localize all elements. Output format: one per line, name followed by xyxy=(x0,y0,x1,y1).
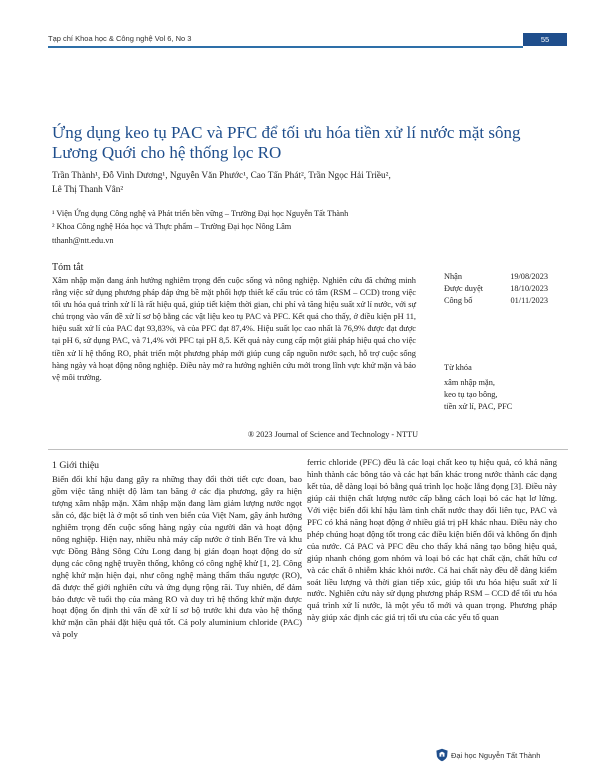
affiliation-1: ¹ Viện Ứng dụng Công nghệ và Phát triển bền vững – Trường Đại học Nguyễn Tất Thành xyxy=(52,209,349,218)
keyword-1: xâm nhập mặn, xyxy=(444,378,495,387)
accepted-row xyxy=(444,284,548,295)
university-shield-icon xyxy=(435,748,449,762)
corresponding-email: tthanh@ntt.edu.vn xyxy=(52,236,114,245)
received-row xyxy=(444,272,548,283)
abstract-heading: Tóm tắt xyxy=(52,262,84,273)
author-list xyxy=(52,170,552,197)
header-divider xyxy=(48,46,523,48)
published-label: Công bố xyxy=(444,296,473,305)
accepted-date: 18/10/2023 xyxy=(510,284,548,293)
journal-header: Tạp chí Khoa học & Công nghệ Vol 6, No 3 xyxy=(48,34,192,43)
intro-left-column: Biến đổi khí hậu đang gây ra những thay đổi thời tiết cực đoan, bao gồm việc tăng nhiệt độ làm tan băng ở các địa phương, gây ra hiện tượng xâm nhập mặn. Xâm nhập mặn đang làm giảm lượng nước ngọt sẵn có, đặc biệt là ở một số tỉnh ven biển của Việt Nam, gây ảnh hưởng nghiêm trọng đến cuộc sống hàng ngày của người dân và hoạt động nông nghiệp. Hiện nay, nhiều nhà máy cấp nước ở tỉnh Bến Tre và khu vực Đồng Bằng Sông Cửu Long đang bị gián đoạn hoạt động do sử dụng các công nghệ truyền thống, không có công nghệ khử [1, 2]. Công nghệ khử mặn hiện đại, như công nghệ màng thẩm thấu ngược (RO), đã được thế giới nghiên cứu và ứng dụng rộng rãi. Tuy nhiên, để đảm bảo được về tuổi thọ của màng RO và duy trì hệ thống khử mặn được hoạt động ổn định thì vấn đề xử lí sơ bộ trước khi đưa vào hệ thống khử mặn cần phải đặt hiệu quả tốt. Cả poly aluminium chloride (PAC) và poly xyxy=(52,474,302,640)
authors-line-1: Trần Thành¹, Đỗ Vinh Dương¹, Nguyễn Văn Phước¹, Cao Tấn Phát², Trần Ngọc Hải Triều², xyxy=(52,171,391,181)
received-label: Nhận xyxy=(444,272,462,281)
page-number: 55 xyxy=(523,33,567,46)
section-divider xyxy=(48,449,568,450)
published-date: 01/11/2023 xyxy=(510,296,548,305)
intro-right-column: ferric chloride (PFC) đều là các loại chất keo tụ hiệu quả, có khả năng hình thành các bông tảo và các hạt bẩn khác trong nước thành các dạng kết tủa, dễ dàng loại bỏ bằng quá trình lọc hoặc lắng đọng [3]. Điều này giúp cải thiện chất lượng nước cấp bằng cách loại bỏ các hạt lơ lửng. Với việc biến đổi khí hậu làm tình chất nước thay đổi liên tục, PAC và PFC có khả năng hoạt động ở nhiều giá trị pH khác nhau. Điều này cho phép chúng hoạt động tốt trong các điều kiện biến đổi và không ổn định của nước. Cả PAC và PFC đều cho thấy khả năng tạo bông hiệu quả, giúp nhanh chóng gom nhóm và loại bỏ các hạt chất cặn, chất hữu cơ và các chất ô nhiễm khác khỏi nước. Cả hai chất này đều dễ dàng kiểm soát liều lượng và thời gian tiếp xúc, giúp tối ưu hóa hiệu suất xử lí nước. Nghiên cứu này sử dụng phương pháp RSM – CCD để tối ưu hóa quá trình xử lí nước, là một yếu tố mới và quan trọng. Phương pháp này giúp xác định các giá trị tối ưu của các yếu tố quan xyxy=(307,457,557,623)
keyword-2: keo tụ tạo bông, xyxy=(444,390,498,399)
published-row xyxy=(444,296,548,307)
copyright-notice: ® 2023 Journal of Science and Technology - NTTU xyxy=(247,430,418,439)
article-title: Ứng dụng keo tụ PAC và PFC để tối ưu hóa tiền xử lí nước mặt sông Lương Quới cho hệ thống lọc RO xyxy=(52,123,521,162)
accepted-label: Được duyệt xyxy=(444,284,484,293)
footer-university: Đại học Nguyễn Tất Thành xyxy=(451,751,541,760)
keyword-3: tiền xử lí, PAC, PFC xyxy=(444,402,513,411)
keywords-heading: Từ khóa xyxy=(444,363,472,372)
intro-heading: 1 Giới thiệu xyxy=(52,460,100,471)
abstract-text: Xâm nhập mặn đang ảnh hưởng nghiêm trọng đến cuộc sống và nông nghiệp. Nghiên cứu đã chứng minh rằng việc sử dụng phương pháp đáp ứng bề mặt phối hợp thiết kế cấu trúc có tâm (RSM – CCD) trong việc tối ưu hóa quá trình xử lí là rất hiệu quả, giúp tiết kiệm thời gian, chi phí và tăng hiệu suất xử lí nước, với sự chú trọng vào vấn đề xử lí sơ bộ bằng các vật liệu keo tụ PAC và PFC. Kết quả cho thấy, ở điều kiện pH 11, hiệu suất xử lí của PAC đạt 93,83%, và của PFC đạt 87,4%. Hiệu suất lọc cao nhất là 76,9% được đạt được tại pH 6, sử dụng PAC, và 71,4% với PFC tại pH 8,5. Kết quả này cung cấp một giải pháp hiệu quả cho việc tiền xử lí hệ thống RO, phát triển một phương pháp mới giúp cung cấp nguồn nước sạch, hỗ trợ cuộc sống hàng ngày và hoạt động nông nghiệp. Điều này mở ra hướng nghiên cứu mới trong lĩnh vực khử mặn và bảo vệ môi trường. xyxy=(52,276,416,382)
authors-line-2: Lê Thị Thanh Vân² xyxy=(52,184,124,195)
received-date: 19/08/2023 xyxy=(510,272,548,281)
affiliation-2: ² Khoa Công nghệ Hóa học và Thực phẩm – Trường Đại học Nông Lâm xyxy=(52,222,292,231)
